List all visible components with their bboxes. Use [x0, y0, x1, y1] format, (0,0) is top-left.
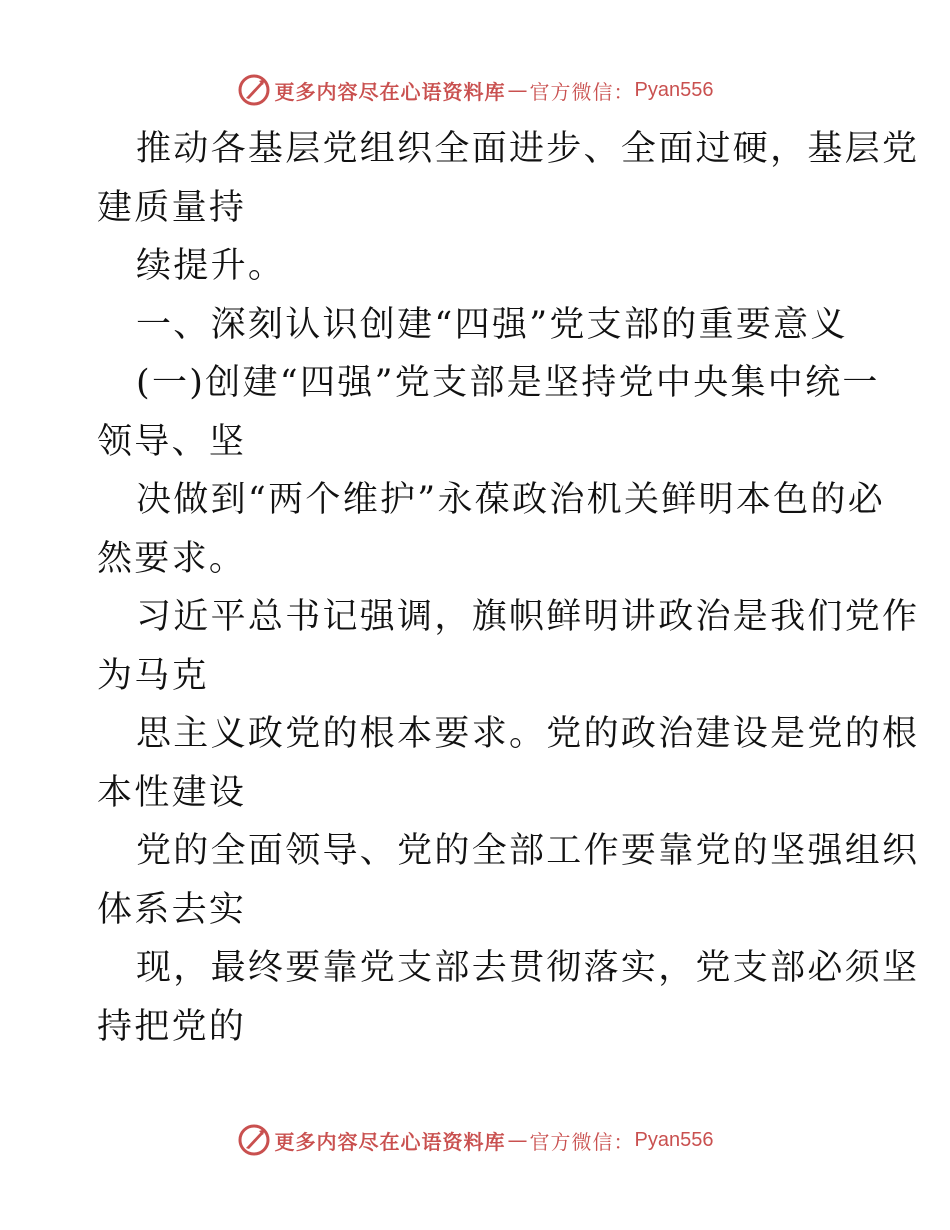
watermark-separator: —: [507, 1128, 528, 1152]
subsection-heading: (一)创建“四强”党支部是坚持党中央集中统一: [136, 363, 880, 403]
text-line: 本性建设: [97, 772, 247, 813]
section-heading: 一、深刻认识创建“四强”党支部的重要意义: [136, 304, 848, 345]
text-line: 现，最终要靠党支部去贯彻落实，党支部必须坚: [136, 948, 920, 988]
watermark-separator: —: [507, 78, 528, 102]
text-line: 为马克: [97, 655, 209, 696]
watermark-site: 更多内容尽在心语资料库: [274, 1129, 506, 1154]
quill-logo-icon: [237, 1123, 271, 1157]
text-line: 习近平总书记强调，旗帜鲜明讲政治是我们党作: [136, 597, 920, 637]
text-line: 然要求。: [97, 538, 247, 579]
watermark-account: Pyan556: [634, 78, 714, 101]
text-line: 党的全面领导、党的全部工作要靠党的坚强组织: [136, 831, 920, 871]
text-line: 建质量持: [97, 187, 247, 228]
document-body: [97, 120, 920, 1056]
text-line: 思主义政党的根本要求。党的政治建设是党的根: [136, 714, 920, 754]
quill-logo-icon: [237, 73, 271, 107]
watermark-account: Pyan556: [634, 1128, 714, 1151]
text-line: 推动各基层党组织全面进步、全面过硬，基层党: [136, 129, 920, 169]
watermark-official: 官方微信：: [529, 79, 635, 104]
text-line: 决做到“两个维护”永葆政治机关鲜明本色的必: [136, 480, 886, 520]
text-line: 体系去实: [97, 889, 247, 930]
text-line: 持把党的: [97, 1006, 247, 1047]
watermark-official: 官方微信：: [529, 1129, 635, 1154]
text-line: 领导、坚: [97, 421, 247, 462]
watermark-header: [0, 70, 950, 110]
text-line: 续提升。: [136, 246, 286, 286]
watermark-footer: [0, 1120, 950, 1160]
watermark-site: 更多内容尽在心语资料库: [274, 79, 506, 104]
